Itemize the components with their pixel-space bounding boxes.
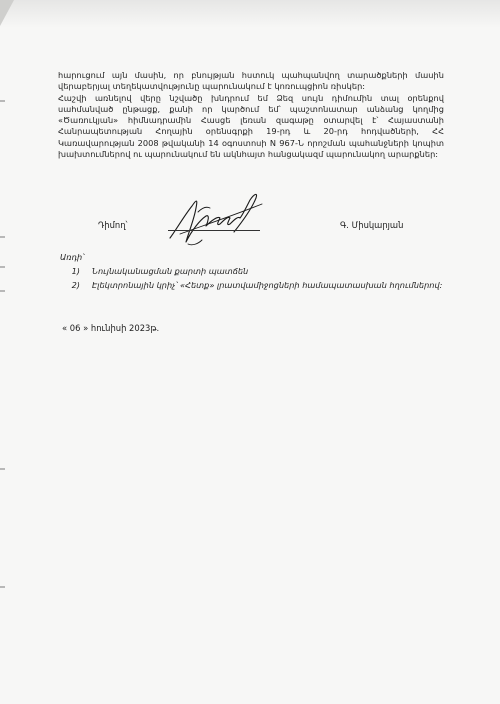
signature-block (58, 186, 444, 256)
edge-mark (0, 236, 5, 238)
attachments-section (58, 252, 444, 293)
signer-name: Գ. Միսկարյան (340, 220, 404, 230)
paragraph: Հաշվի առնելով վերը նշվածը խնդրում եմ Ձեզ սույն դիմումին տալ օրենքով սահմանված ընթացք, քանի որ կարծում եմ՝ պաշտոնատար անձանց կողմից «Ծառուկյան» հիմնադրամին Հասցե լեռան զագաթը օտարվել է՝ Հայաստանի Հանրապետության Հողային օրենսգրքի 19-րդ և 20-րդ հոդվածների, ՀՀ Կառավարության 2008 թվականի 14 օգոստոսի N 967-Ն որոշման պահանջների կոպիտ խախտումներով ու պարունակում են ակնհայտ հանցակազմ պարունակող արարքներ: (58, 92, 444, 160)
attachment-number: 2) (71, 279, 80, 290)
signer-role: Դիմող՝ (98, 220, 128, 230)
attachments-title: Առդի՝ (60, 252, 85, 262)
signature-line (168, 230, 260, 231)
attachment-item (58, 280, 444, 291)
edge-mark (0, 586, 5, 588)
attachment-text: Նույնականացման քարտի պատճեն (92, 266, 249, 277)
edge-mark (0, 266, 5, 268)
body-text (58, 70, 444, 160)
paragraph: հարուցում այն մասին, որ բնույթյան հստուկ պահպանվող տարածքների մասին վերաբերյալ տեղեկատվությունը պարունակում է կոռուպցիոն ռիսկեր: (58, 70, 444, 92)
handwritten-signature (162, 186, 272, 254)
edge-mark (0, 290, 5, 292)
attachments-list (58, 266, 444, 291)
page-top-shadow (0, 0, 500, 28)
attachment-text: Էլեկտրոնային կրիչ՝ «Հետք» լրատվամիջոցների համապատասխան հղումներով: (92, 279, 443, 290)
document-date: « 06 » հունիսի 2023թ. (62, 323, 160, 333)
scan-edge-marks (0, 0, 6, 704)
attachment-number: 1) (71, 266, 80, 277)
edge-mark (0, 100, 5, 102)
edge-mark (0, 468, 5, 470)
attachment-item (58, 266, 444, 277)
